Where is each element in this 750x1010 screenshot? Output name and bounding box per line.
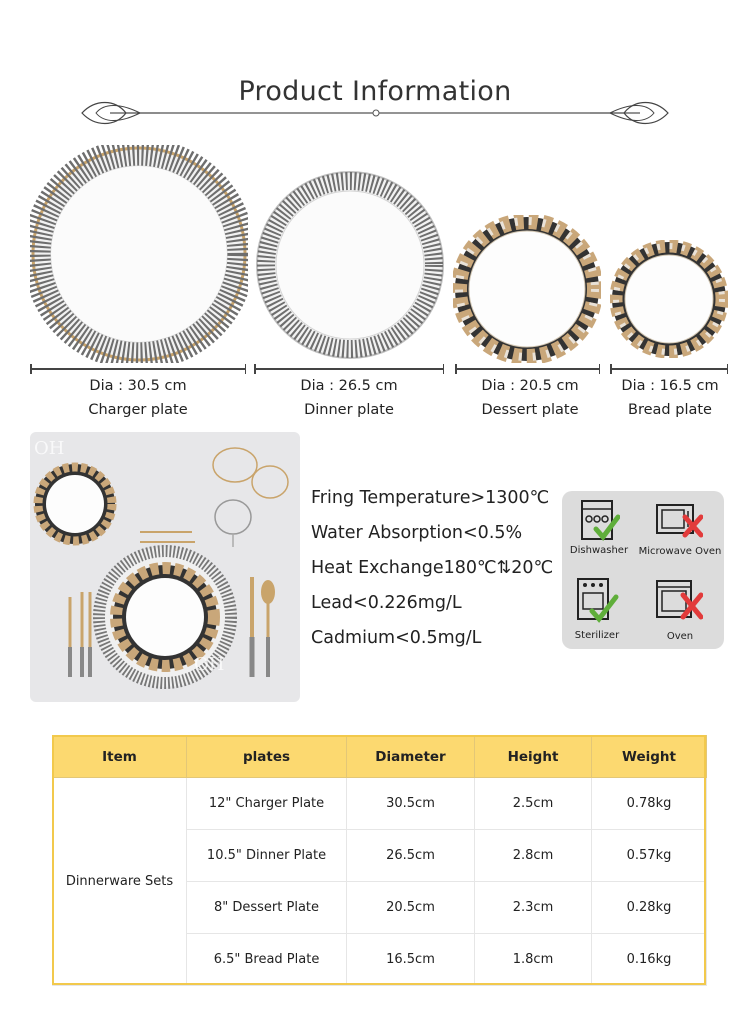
striped-plate-icon [255, 170, 445, 360]
height-cell: 2.3cm [475, 882, 592, 934]
height-cell: 2.5cm [475, 778, 592, 830]
weight-cell: 0.57kg [592, 830, 707, 882]
dimension-line [455, 364, 600, 374]
weight-cell: 0.28kg [592, 882, 707, 934]
oven-icon [655, 577, 703, 623]
charger-plate-image [30, 145, 248, 363]
weight-cell: 0.16kg [592, 934, 707, 986]
table-header-row [53, 736, 707, 778]
spec-firing-temperature: Fring Temperature>1300℃ [311, 488, 550, 508]
plate-caption [254, 374, 444, 422]
plate-name: Bread plate [628, 402, 712, 418]
plate-cell: 12" Charger Plate [187, 778, 347, 830]
weight-cell: 0.78kg [592, 778, 707, 830]
plate-name: Charger plate [88, 402, 188, 418]
diameter-cell: 20.5cm [347, 882, 475, 934]
table-row [53, 778, 707, 830]
height-cell: 2.8cm [475, 830, 592, 882]
height-cell: 1.8cm [475, 934, 592, 986]
page-title: Product Information [238, 76, 512, 107]
plate-cell: 6.5" Bread Plate [187, 934, 347, 986]
sterilizer-icon [576, 577, 620, 625]
microwave-icon [655, 501, 703, 541]
watermark: OH [194, 654, 225, 675]
plate-diameter: Dia : 26.5 cm [300, 378, 398, 394]
column-header: Weight [592, 736, 707, 778]
plate-name: Dinner plate [304, 402, 394, 418]
spec-heat-exchange: Heat Exchange180℃⇅20℃ [311, 558, 554, 578]
plate-diameter: Dia : 20.5 cm [481, 378, 579, 394]
dinner-plate-image [255, 170, 445, 360]
divider-ornament [0, 95, 750, 135]
care-label: Sterilizer [574, 630, 620, 641]
bread-plate-image [610, 240, 728, 358]
place-setting-icon [30, 432, 300, 702]
spec-cadmium: Cadmium<0.5mg/L [311, 628, 482, 648]
column-header: plates [187, 736, 347, 778]
spec-table [52, 735, 707, 986]
watermark: OH [34, 438, 65, 459]
diameter-cell: 30.5cm [347, 778, 475, 830]
diameter-cell: 26.5cm [347, 830, 475, 882]
plate-cell: 10.5" Dinner Plate [187, 830, 347, 882]
header [0, 0, 750, 140]
item-group-cell: Dinnerware Sets [53, 778, 187, 986]
care-label: Dishwasher [569, 545, 629, 556]
plate-diameter: Dia : 30.5 cm [89, 378, 187, 394]
spec-lead: Lead<0.226mg/L [311, 593, 462, 613]
spec-water-absorption: Water Absorption<0.5% [311, 523, 523, 543]
care-label: Oven [666, 631, 694, 642]
plate-cell: 8" Dessert Plate [187, 882, 347, 934]
dishwasher-icon [580, 499, 620, 543]
plate-caption [30, 374, 246, 422]
table-setting-photo [30, 432, 300, 702]
spec-list [311, 485, 553, 660]
dimension-line [254, 364, 444, 374]
dessert-plate-image [453, 215, 601, 363]
column-header: Diameter [347, 736, 475, 778]
plate-caption [455, 374, 605, 422]
plate-diameter: Dia : 16.5 cm [621, 378, 719, 394]
column-header: Item [53, 736, 187, 778]
dimension-line [610, 364, 728, 374]
dimension-line [30, 364, 246, 374]
plate-name: Dessert plate [481, 402, 579, 418]
scalloped-plate-icon [453, 215, 601, 363]
care-panel [562, 491, 724, 649]
diameter-cell: 16.5cm [347, 934, 475, 986]
striped-plate-icon [30, 145, 248, 363]
column-header: Height [475, 736, 592, 778]
plate-caption [612, 374, 728, 422]
scalloped-plate-icon [610, 240, 728, 358]
care-label: Microwave Oven [638, 546, 722, 557]
